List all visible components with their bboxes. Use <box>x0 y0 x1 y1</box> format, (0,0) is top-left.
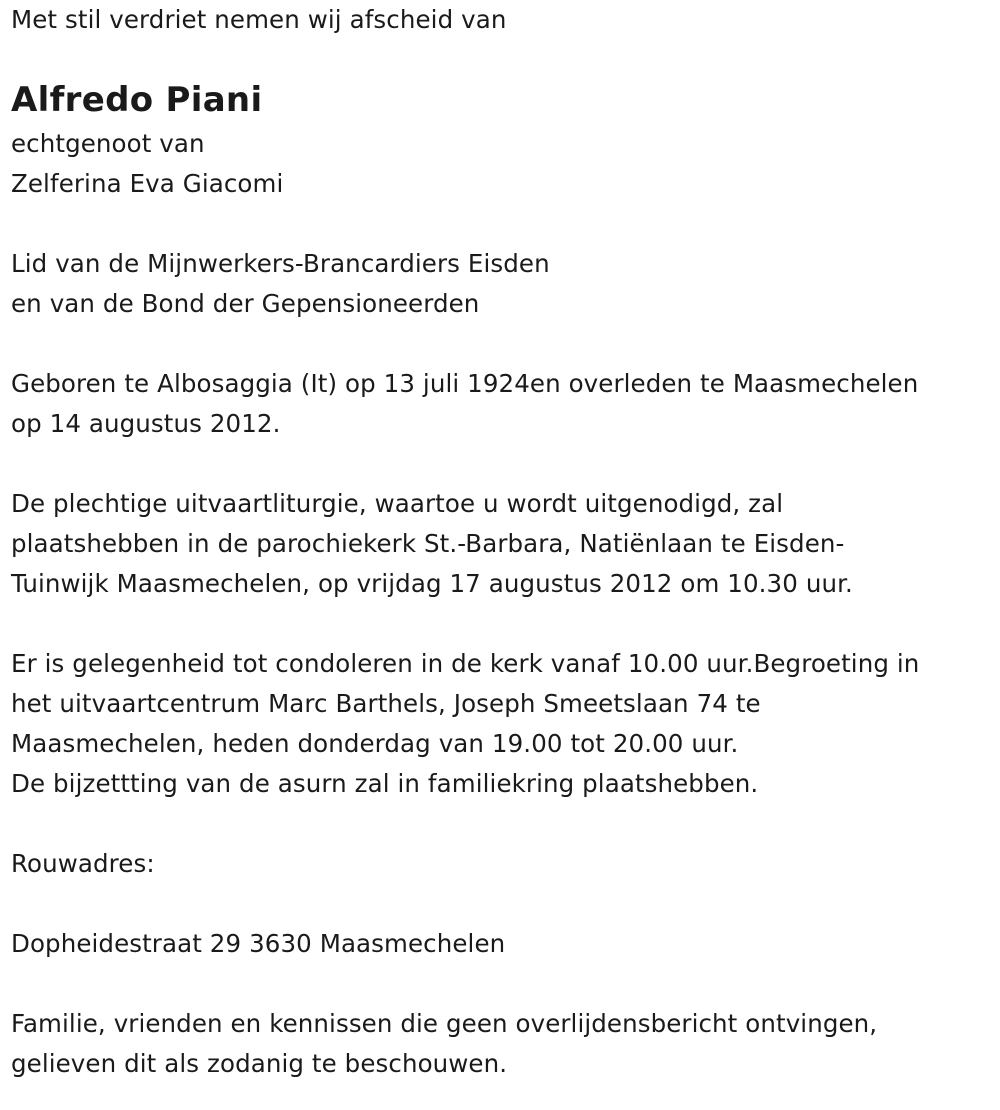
closing-block <box>11 1004 996 1084</box>
spacer <box>11 884 996 924</box>
condolence-line: De bijzettting van de asurn zal in familiekring plaatshebben. <box>11 769 759 798</box>
spacer <box>11 204 996 244</box>
funeral-line: plaatshebben in de parochiekerk St.-Barbara, Natiënlaan te Eisden- <box>11 529 845 558</box>
address-text: Dopheidestraat 29 3630 Maasmechelen <box>11 929 506 958</box>
spacer <box>11 444 996 484</box>
spacer <box>11 604 996 644</box>
condolence-block <box>11 644 996 804</box>
death-notice <box>11 0 996 1084</box>
intro-text: Met stil verdriet nemen wij afscheid van <box>11 5 507 34</box>
closing-line: gelieven dit als zodanig te beschouwen. <box>11 1049 508 1078</box>
closing-line: Familie, vrienden en kennissen die geen overlijdensbericht ontvingen, <box>11 1009 878 1038</box>
condolence-line: Er is gelegenheid tot condoleren in de kerk vanaf 10.00 uur.Begroeting in <box>11 649 920 678</box>
deceased-name: Alfredo Piani <box>11 80 263 120</box>
birth-death-line: op 14 augustus 2012. <box>11 409 281 438</box>
condolence-line: Maasmechelen, heden donderdag van 19.00 tot 20.00 uur. <box>11 729 739 758</box>
birth-death-block <box>11 364 996 444</box>
spacer <box>11 324 996 364</box>
address-label: Rouwadres: <box>11 849 155 878</box>
funeral-line: De plechtige uitvaartliturgie, waartoe u wordt uitgenodigd, zal <box>11 489 784 518</box>
funeral-line: Tuinwijk Maasmechelen, op vrijdag 17 augustus 2012 om 10.30 uur. <box>11 569 853 598</box>
spacer <box>11 804 996 844</box>
spouse-name: Zelferina Eva Giacomi <box>11 169 284 198</box>
membership-block <box>11 244 996 324</box>
spacer <box>11 964 996 1004</box>
membership-line: en van de Bond der Gepensioneerden <box>11 289 480 318</box>
condolence-line: het uitvaartcentrum Marc Barthels, Joseph Smeetslaan 74 te <box>11 689 761 718</box>
funeral-block <box>11 484 996 604</box>
spouse-block <box>11 124 996 204</box>
birth-death-line: Geboren te Albosaggia (It) op 13 juli 1924en overleden te Maasmechelen <box>11 369 919 398</box>
membership-line: Lid van de Mijnwerkers-Brancardiers Eisden <box>11 249 550 278</box>
spouse-line: echtgenoot van <box>11 129 205 158</box>
